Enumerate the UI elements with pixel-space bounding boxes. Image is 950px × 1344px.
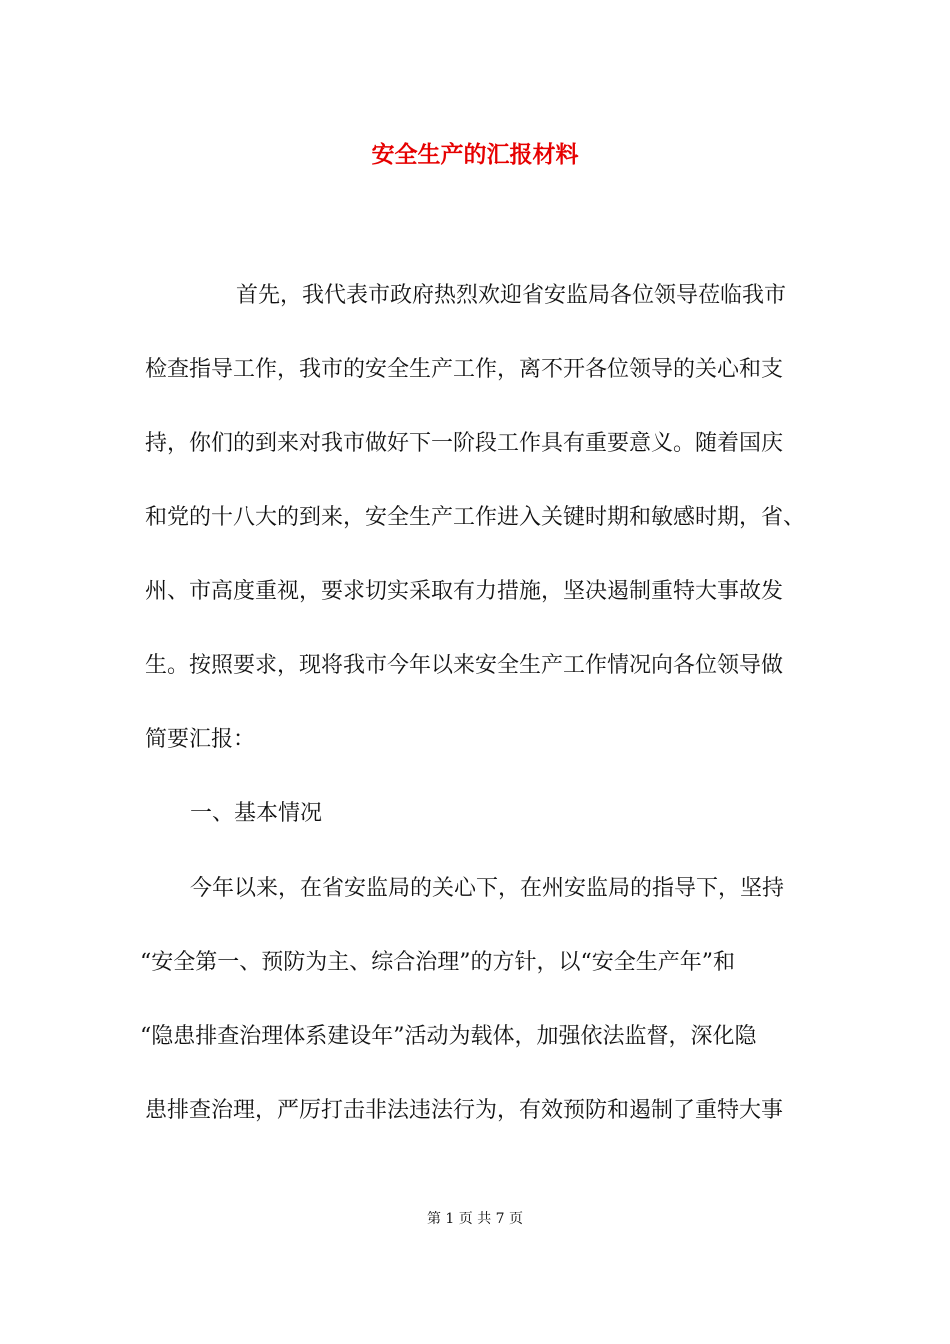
document-title: 安全生产的汇报材料 bbox=[371, 141, 579, 168]
paragraph-line-11: 患排查治理，严厉打击非法违法行为，有效预防和遏制了重特大事 bbox=[145, 1098, 784, 1123]
paragraph-line-1: 首先，我代表市政府热烈欢迎省安监局各位领导莅临我市 bbox=[236, 283, 787, 308]
paragraph-line-5: 州、市高度重视，要求切实采取有力措施，坚决遏制重特大事故发 bbox=[145, 579, 784, 604]
paragraph-line-8: 今年以来，在省安监局的关心下，在州安监局的指导下，坚持 bbox=[190, 876, 785, 901]
section-heading-basic-situation: 一、基本情况 bbox=[190, 801, 323, 826]
paragraph-line-6: 生。按照要求，现将我市今年以来安全生产工作情况向各位领导做 bbox=[145, 653, 784, 678]
page-number-footer: 第 1 页 共 7 页 bbox=[426, 1211, 524, 1227]
paragraph-line-4: 和党的十八大的到来，安全生产工作进入关键时期和敏感时期，省、 bbox=[145, 505, 806, 530]
paragraph-line-2: 检查指导工作，我市的安全生产工作，离不开各位领导的关心和支 bbox=[145, 357, 784, 382]
paragraph-line-7: 简要汇报： bbox=[145, 727, 256, 752]
paragraph-line-9: “安全第一、预防为主、综合治理”的方针，以“安全生产年”和 bbox=[140, 950, 735, 975]
paragraph-line-3: 持，你们的到来对我市做好下一阶段工作具有重要意义。随着国庆 bbox=[145, 431, 784, 456]
paragraph-line-10: “隐患排查治理体系建设年”活动为载体，加强依法监督，深化隐 bbox=[140, 1024, 757, 1049]
